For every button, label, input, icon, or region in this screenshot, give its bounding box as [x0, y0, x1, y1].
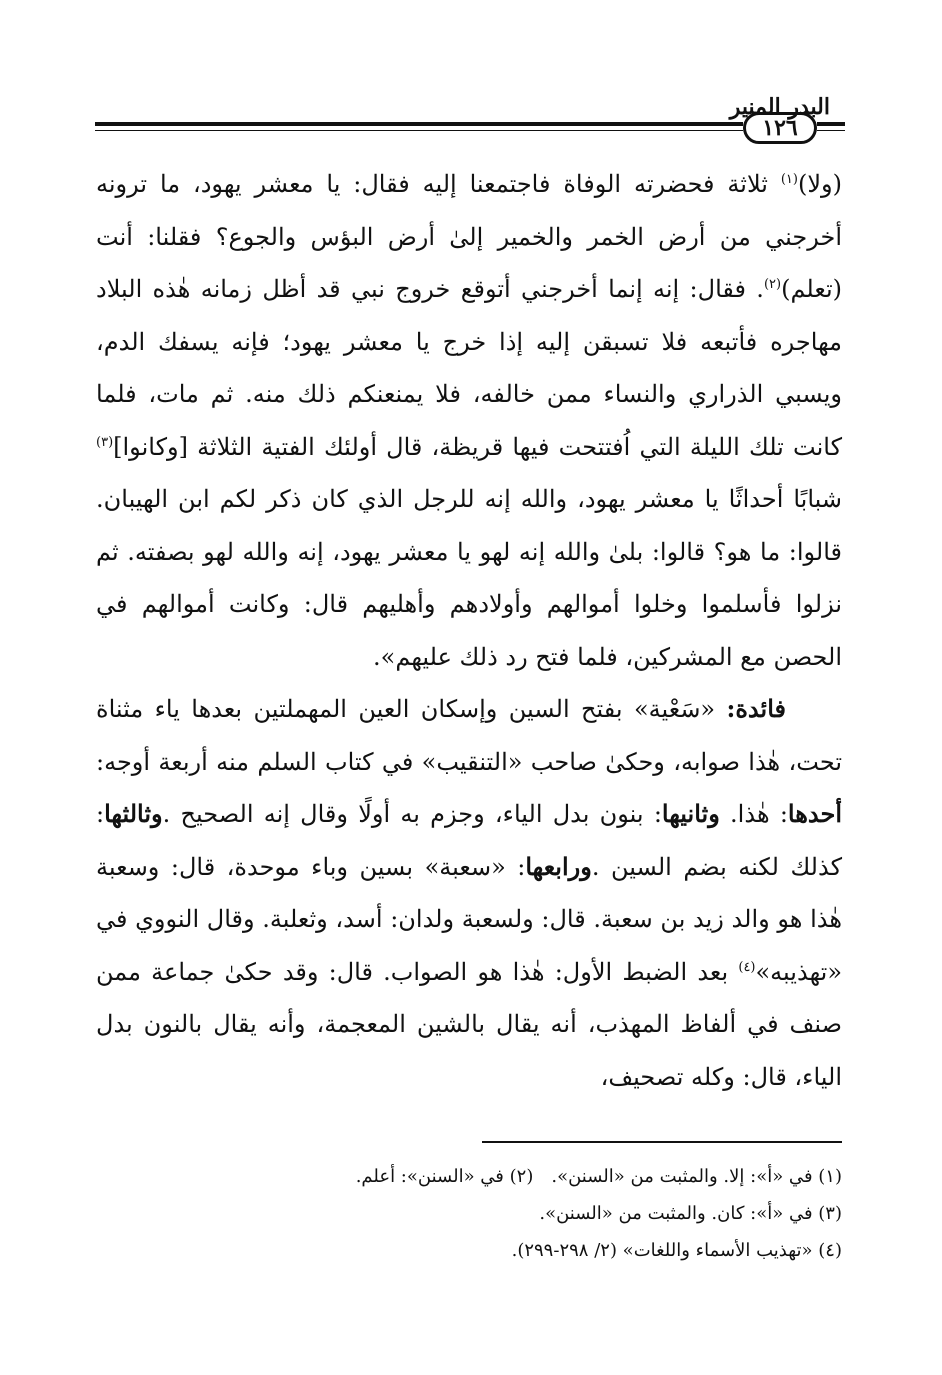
footnote-ref-3[interactable]: (٣) — [96, 434, 114, 450]
header-rule-end-thin — [817, 130, 845, 131]
header-rule-thin — [95, 130, 743, 131]
paragraph-2 — [96, 683, 842, 1103]
footnote-line — [96, 1158, 842, 1195]
text-run: بعد الضبط الأول: هٰذا هو الصواب. قال: وقد حكىٰ جماعة ممن صنف في ألفاظ المهذب، أنه يقال بالشين المعجمة، وأنه يقال بالنون بدل الياء، قال: وكله تصحيف، — [96, 957, 842, 1091]
term-third: وثالثها — [104, 799, 163, 828]
header-rule-thick — [95, 122, 743, 126]
page-number: ١٢٦ — [743, 112, 817, 144]
text-run: . فقال: إنه إنما أخرجني أتوقع خروج نبي قد أظل زمانه هٰذه البلاد مهاجره فأتبعه فلا تسبقن إليه إذا خرج يا معشر يهود؛ فإنه يسفك الدم، ويسبي الذراري والنساء ممن خالفه، فلا يمنعنكم ذلك منه. ثم مات، فلما كانت تلك الليلة التي اُفتتحت فيها قريظة، قال أولئك الفتية الثلاثة [وكانوا] — [96, 275, 842, 461]
footnote-ref-1[interactable]: (١) — [780, 172, 798, 187]
main-text — [96, 158, 842, 1103]
text-run: : كذلك لكنه بضم السين . — [96, 800, 843, 881]
term-fourth: ورابعها — [525, 851, 592, 881]
footnote-3: (٣) في «أ»: كان. والمثبت من «السنن». — [539, 1203, 842, 1224]
text-run: : بنون بدل الياء، وجزم به أولًا وقال إنه الصحيح . — [162, 800, 662, 828]
text-run: (ولا) — [797, 170, 842, 198]
paragraph-1 — [96, 158, 842, 683]
footnote-ref-2[interactable]: (٢) — [763, 277, 782, 292]
term-second: وثانيها — [661, 799, 720, 828]
footnote-ref-4[interactable]: (٤) — [738, 959, 756, 975]
footnote-1: (١) في «أ»: إلا. والمثبت من «السنن». — [551, 1166, 842, 1187]
faida-label: فائدة: — [726, 694, 786, 723]
footnote-4: (٤) «تهذيب الأسماء واللغات» (٢/ ٢٩٨-٢٩٩). — [511, 1240, 842, 1261]
text-run: ثلاثة فحضرته الوفاة فاجتمعنا إليه فقال: يا معشر يهود، ما ترونه أخرجني من أرض الخمر والخمير إلىٰ أرض البؤس والجوع؟ فقلنا: أنت (تعلم) — [96, 170, 842, 303]
header-rule-end-thick — [817, 122, 845, 126]
running-title: البدر المنير — [729, 94, 830, 120]
text-run: شبابًا أحداثًا يا معشر يهود، والله إنه للرجل الذي كان ذكر لكم ابن الهيبان. قالوا: ما هو؟ قالوا: بلىٰ والله إنه لهو يا معشر يهود، إنه والله لهو بصفته. ثم نزلوا فأسلموا وخلوا أموالهم وأولادهم وأهليهم قال: وكانت أموالهم في الحصن مع المشركين، فلما فتح رد ذلك عليهم». — [96, 485, 842, 671]
text-run: : هٰذا. — [719, 800, 788, 828]
term-first: أحدها — [787, 799, 842, 828]
text-run: : «سعبة» بسين وباء موحدة، قال: وسعبة هٰذا هو والد زيد بن سعبة. قال: ولسعبة ولدان: أسد، وثعلبة. وقال النووي في «تهذيبه» — [96, 852, 843, 986]
text-run: «سَعْية» بفتح السين وإسكان العين المهملتين بعدها ياء مثناة تحت، هٰذا صوابه، وحكىٰ صاحب «التنقيب» في كتاب السلم منه أربعة أوجه: — [96, 695, 842, 776]
footnote-2: (٢) في «السنن»: أعلم. — [355, 1166, 534, 1187]
footnotes — [96, 1158, 842, 1269]
footnote-separator — [482, 1141, 842, 1143]
page-header — [95, 92, 845, 152]
